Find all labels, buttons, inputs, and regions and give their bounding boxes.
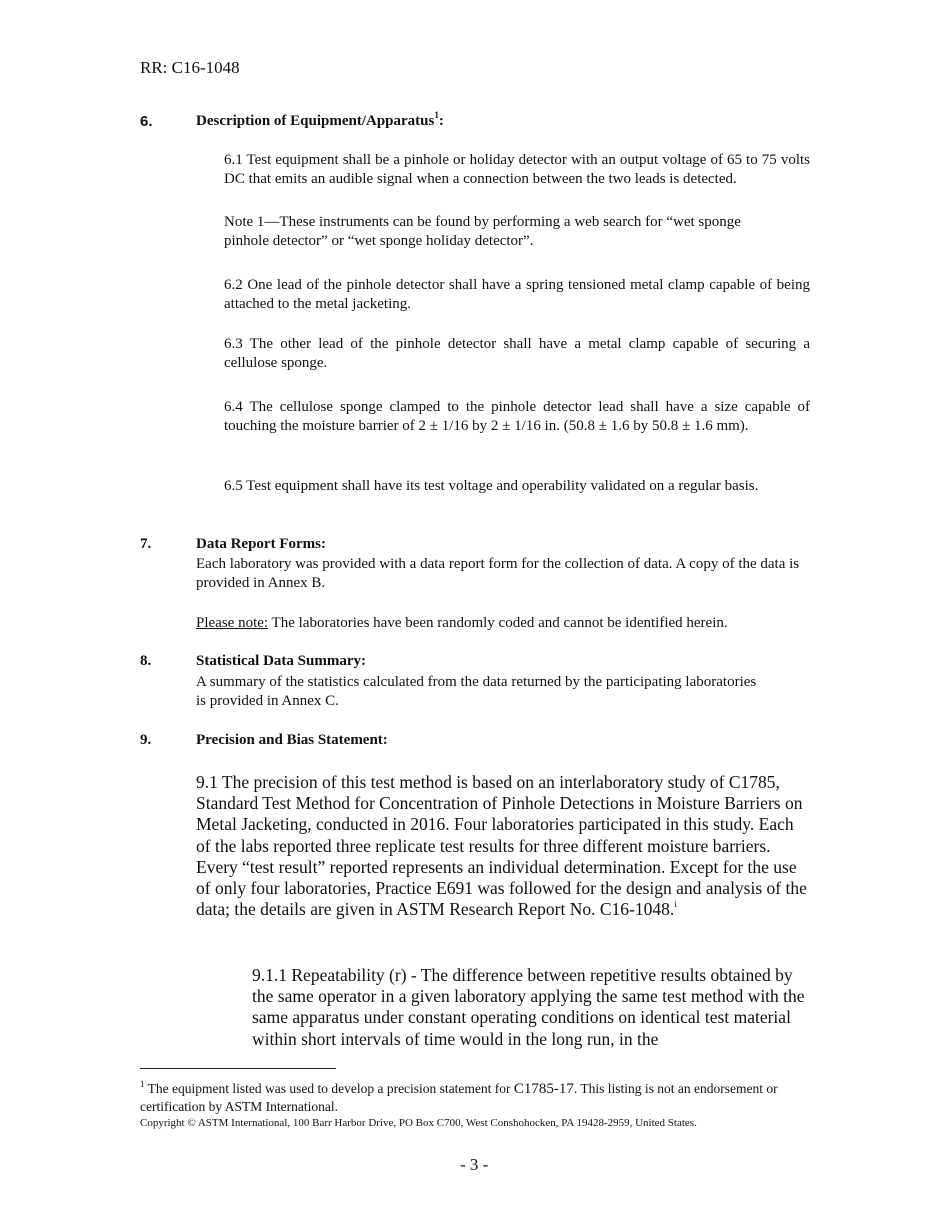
paragraph-6-4: 6.4 The cellulose sponge clamped to the pinhole detector lead shall have a size capable of touching the moisture barrier of 2 ± 1/16 by 2 ± 1/16 in. (50.8 ± 1.6 by 50.8 ± 1.6 mm). (224, 399, 810, 434)
section-7-number: 7. (140, 536, 152, 552)
paragraph-6-3: 6.3 The other lead of the pinhole detector shall have a metal clamp capable of securing a cellulose sponge. (224, 336, 810, 371)
page-number: - 3 - (460, 1155, 489, 1174)
note-1: Note 1—These instruments can be found by performing a web search for “wet sponge pinhole detector” or “wet sponge holiday detector”. (224, 214, 741, 249)
section-9-title: Precision and Bias Statement: (196, 732, 388, 748)
report-id: RR: C16-1048 (140, 58, 240, 77)
section-6-title: Description of Equipment/Apparatus$^1$: (196, 110, 444, 129)
footnote-separator (140, 1068, 336, 1069)
please-note-label: Please note: (196, 615, 269, 631)
section-6-number: 6. (140, 113, 153, 130)
section-8-title: Statistical Data Summary: (196, 653, 366, 669)
footnote-marker: 1 (140, 1078, 145, 1089)
section-7-body: Each laboratory was provided with a data report form for the collection of data. A copy of the data is provided in Annex B. (196, 556, 800, 591)
footnote-ref-1: 1 (434, 110, 439, 120)
section-7-note: Please note: The laboratories have been randomly coded and cannot be identified herein. (196, 615, 728, 631)
endnote-ref-i: i (674, 899, 677, 910)
section-8-number: 8. (140, 653, 152, 669)
section-9-number: 9. (140, 732, 152, 748)
section-8-body: A summary of the statistics calculated from the data returned by the participating laboratories is provided in Annex C. (196, 674, 757, 709)
section-7-title: Data Report Forms: (196, 536, 326, 552)
footnote-1: $^1$ The equipment listed was used to develop a precision statement for C1785-17. This listing is not an endorsement or certification by ASTM International. (140, 1078, 778, 1114)
paragraph-6-2: 6.2 One lead of the pinhole detector shall have a spring tensioned metal clamp capable of being attached to the metal jacketing. (224, 277, 810, 312)
paragraph-9-1-1: 9.1.1 Repeatability (r) - The difference between repetitive results obtained by the same operator in a given laboratory applying the same test method with the same apparatus under constant operating conditions on identical test material within short intervals of time would in the long run, in the (252, 965, 805, 1049)
paragraph-6-5: 6.5 Test equipment shall have its test voltage and operability validated on a regular basis. (224, 478, 759, 494)
copyright-notice: Copyright © ASTM International, 100 Barr Harbor Drive, PO Box C700, West Conshohocken, PA 19428-2959, United States. (140, 1117, 697, 1129)
paragraph-9-1: 9.1 The precision of this test method is based on an interlaboratory study of C1785, Standard Test Method for Concentration of Pinhole Detections in Moisture Barriers on Metal Jacketing, conducted in 2016. Four laboratories participated in this study. Each of the labs reported three replicate test results for three different moisture barriers. Every “test result” reported represents an individual determination. Except for the use of only four laboratories, Practice E691 was followed for the design and analysis of the data; the details are given in ASTM Research Report No. C16-1048.$^i$ (196, 772, 807, 920)
paragraph-6-1: 6.1 Test equipment shall be a pinhole or holiday detector with an output voltage of 65 to 75 volts DC that emits an audible signal when a connection between the two leads is detected. (224, 152, 810, 187)
